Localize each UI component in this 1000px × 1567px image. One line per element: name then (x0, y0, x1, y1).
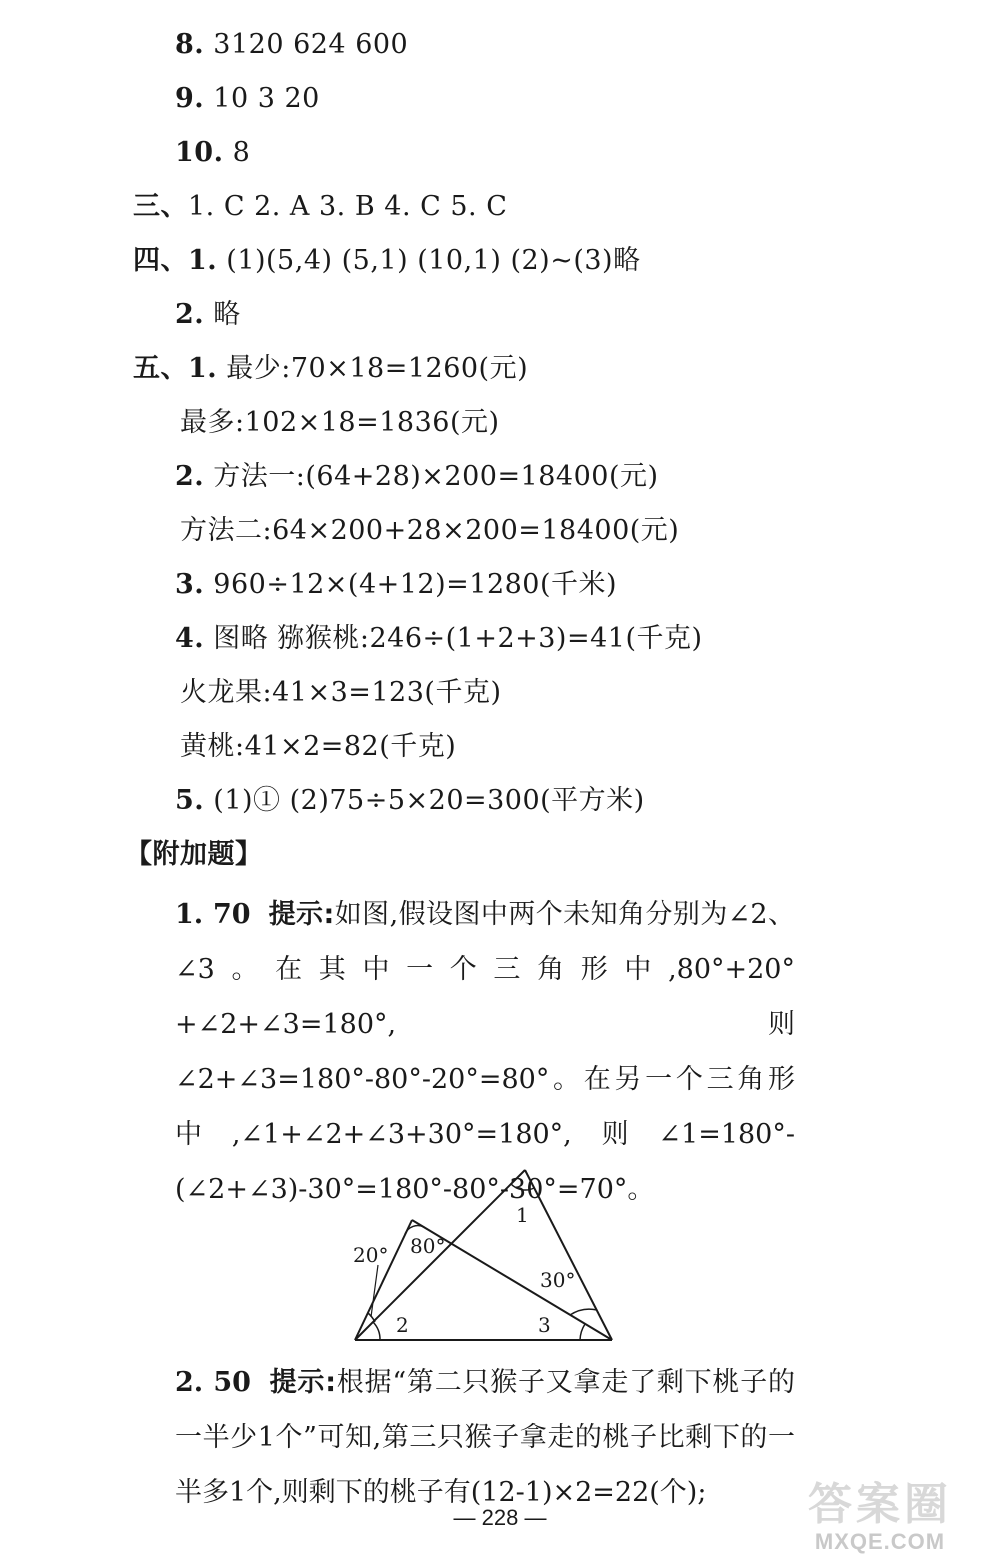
answer-8-number: 8. (175, 29, 205, 60)
extra-1-explanation: 如图,假设图中两个未知角分别为∠2、∠3。在其中一个三角形中,80°+20°+∠2+∠3=180°,则∠2+∠3=180°-80°-20°=80°。在另一个三角形中,∠1+∠2+∠3+30°=180°,则∠1=180°-(∠2+∠3)-30°=180°-80°-30°=70°。 (175, 899, 795, 1205)
section-5-2a-text: 方法一:(64+28)×200=18400(元) (213, 461, 659, 492)
section-5-answer-4c (180, 729, 456, 765)
section-5-1b-text: 最多:102×18=1836(元) (180, 407, 500, 438)
angle-20-pointer (371, 1265, 378, 1317)
section-4-2-text: 略 (213, 299, 241, 330)
extra-2-explanation: 根据“第二只猴子又拿走了剩下桃子的一半少1个”可知,第三只猴子拿走的桃子比剩下的一半多1个,则剩下的桃子有(12-1)×2=22(个); (175, 1367, 795, 1508)
section-4-2-number: 2. (175, 299, 205, 330)
section-5-4a-text: 图略 猕猴桃:246÷(1+2+3)=41(千克) (213, 623, 703, 654)
label-angle-1: 1 (516, 1203, 529, 1227)
extra-problem-2 (175, 1355, 795, 1520)
section-5-answer-4a (175, 621, 703, 657)
label-angle-2: 2 (396, 1313, 409, 1337)
label-20-degrees: 20° (353, 1243, 389, 1267)
section-5-1a-text: 最少:70×18=1260(元) (226, 353, 529, 384)
section-3-answers (133, 189, 507, 225)
watermark-logo (780, 1480, 980, 1555)
section-5-4-number: 4. (175, 623, 205, 654)
section-5-answer-1a (133, 351, 528, 387)
section-5-answer-1b (180, 405, 500, 441)
label-angle-3: 3 (538, 1313, 551, 1337)
section-5-2-number: 2. (175, 461, 205, 492)
label-30-degrees: 30° (540, 1268, 576, 1292)
section-5-5-number: 5. (175, 785, 205, 816)
angle-1-arc (511, 1184, 534, 1190)
section-4-answer-2 (175, 297, 241, 333)
section-5-answer-3 (175, 567, 617, 603)
answer-8 (175, 27, 408, 63)
section-5-3-text: 960÷12×(4+12)=1280(千米) (213, 569, 618, 600)
section-5-4b-text: 火龙果:41×3=123(千克) (180, 677, 502, 708)
section-4-answer-1 (133, 243, 641, 279)
section-5-1-number: 1. (188, 353, 218, 384)
section-4-1-text: (1)(5,4) (5,1) (10,1) (2)~(3)略 (226, 245, 641, 276)
watermark-bottom: MXQE.COM (814, 1529, 946, 1554)
label-80-degrees: 80° (410, 1234, 446, 1258)
angle-2-arc (373, 1322, 380, 1340)
angle-3-arc (580, 1324, 585, 1340)
answer-9-text: 10 3 20 (213, 83, 320, 114)
extra-1-hint-label: 提示: (268, 899, 335, 930)
section-5-answer-2b (180, 513, 679, 549)
angle-30-arc (570, 1309, 597, 1315)
extra-1-answer: 1. 70 (175, 899, 251, 930)
section-3-label: 三、 (133, 191, 188, 222)
section-4-1-number: 1. (188, 245, 218, 276)
extra-2-answer: 2. 50 (175, 1367, 251, 1398)
page-number: — 228 — (453, 1505, 547, 1530)
answer-8-text: 3120 624 600 (213, 29, 409, 60)
section-5-3-number: 3. (175, 569, 205, 600)
section-5-answer-5 (175, 783, 645, 819)
watermark-top: 答案圈 (808, 1480, 952, 1529)
section-5-4c-text: 黄桃:41×2=82(千克) (180, 731, 457, 762)
section-5-answer-2a (175, 459, 659, 495)
section-5-answer-4b (180, 675, 501, 711)
triangle-figure (340, 1165, 630, 1350)
answer-10-number: 10. (175, 137, 224, 168)
section-4-label: 四、 (133, 245, 188, 276)
section-3-text: 1. C 2. A 3. B 4. C 5. C (188, 191, 508, 222)
section-5-2b-text: 方法二:64×200+28×200=18400(元) (180, 515, 680, 546)
extra-heading: 【附加题】 (125, 839, 263, 870)
section-5-5-text: (1)① (2)75÷5×20=300(平方米) (213, 785, 645, 816)
answer-9 (175, 81, 320, 117)
answer-10-text: 8 (232, 137, 251, 168)
section-5-label: 五、 (133, 353, 188, 384)
answer-10 (175, 135, 250, 171)
extra-2-hint-label: 提示: (269, 1367, 337, 1398)
answer-9-number: 9. (175, 83, 205, 114)
